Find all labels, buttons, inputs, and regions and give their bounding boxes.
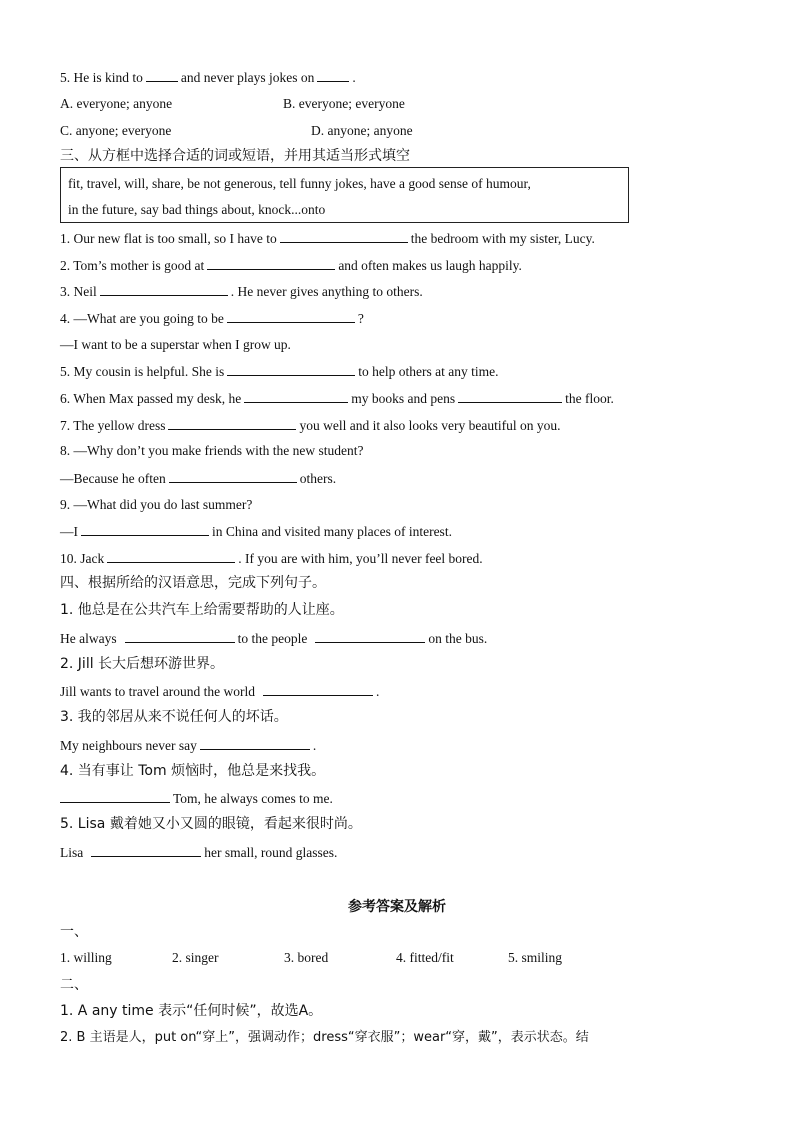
s3-item-10-text2: . If you are with him, you’ll never feel bored. — [238, 551, 483, 566]
answer-blank[interactable] — [168, 416, 296, 430]
s4-q2-chinese: 2. Jill 长大后想环游世界。 — [60, 656, 225, 672]
answer-item: 1. willing — [60, 950, 112, 965]
s3-item-5-text: 5. My cousin is helpful. She is — [60, 364, 225, 379]
s4-q2 — [60, 682, 379, 701]
s4-q1-chinese: 1. 他总是在公共汽车上给需要帮助的人让座。 — [60, 602, 344, 618]
answers-section2-label: 二、 — [60, 977, 88, 993]
word-box-line2: in the future, say bad things about, knock...onto — [68, 202, 326, 217]
s4-q1 — [60, 629, 487, 648]
section4-heading: 四、根据所给的汉语意思，完成下列句子。 — [60, 575, 326, 591]
s3-item-9: 9. —What did you do last summer? — [60, 497, 253, 512]
s3-item-4 — [60, 309, 364, 328]
s3-item-6-text3: the floor. — [565, 391, 614, 406]
s4-q5-text2: her small, round glasses. — [204, 845, 338, 860]
s3-item-7 — [60, 416, 560, 435]
q5-option-b: B. everyone; everyone — [283, 96, 405, 111]
s3-item-2-text: 2. Tom’s mother is good at — [60, 258, 205, 273]
answer-blank[interactable] — [200, 736, 310, 750]
s3-item-7-text2: you well and it also looks very beautiful on you. — [299, 418, 561, 433]
s3-item-4-text: 4. —What are you going to be — [60, 311, 224, 326]
q5-stem — [60, 68, 356, 87]
s4-q5-text: Lisa — [60, 845, 84, 860]
word-box — [60, 167, 629, 223]
answer-blank[interactable] — [244, 389, 348, 403]
s3-item-6 — [60, 389, 614, 408]
s3-item-10-text: 10. Jack — [60, 551, 105, 566]
answer-blank[interactable] — [227, 362, 355, 376]
s3-item-9-reply — [60, 522, 452, 541]
answer-blank[interactable] — [146, 68, 178, 82]
answers-title: 参考答案及解析 — [348, 899, 446, 915]
q5-stem-part1: 5. He is kind to — [60, 70, 143, 85]
s3-item-9-reply-text: —I — [60, 524, 78, 539]
word-box-line1: fit, travel, will, share, be not generous, tell funny jokes, have a good sense of humour, — [68, 176, 531, 191]
s3-item-8: 8. —Why don’t you make friends with the new student? — [60, 443, 364, 458]
s4-q1-text: He always — [60, 631, 117, 646]
s3-item-2-text2: and often makes us laugh happily. — [338, 258, 522, 273]
answer-blank[interactable] — [458, 389, 562, 403]
s3-item-6-text: 6. When Max passed my desk, he — [60, 391, 242, 406]
s3-item-7-text: 7. The yellow dress — [60, 418, 166, 433]
s3-item-1-text2: the bedroom with my sister, Lucy. — [410, 231, 595, 246]
s4-q3-text2: . — [312, 738, 317, 753]
s4-q2-text2: . — [375, 684, 380, 699]
s4-q1-text2: to the people — [237, 631, 308, 646]
answer-blank[interactable] — [125, 629, 235, 643]
answer-item: 2. singer — [172, 950, 219, 965]
answer-blank[interactable] — [169, 469, 297, 483]
q5-option-d: D. anyone; anyone — [311, 123, 413, 138]
s4-q2-text: Jill wants to travel around the world — [60, 684, 255, 699]
answers-section1-label: 一、 — [60, 924, 88, 940]
section3-heading: 三、从方框中选择合适的词或短语，并用其适当形式填空 — [60, 148, 410, 164]
s3-item-6-text2: my books and pens — [351, 391, 456, 406]
q5-stem-part3: . — [352, 70, 356, 85]
s4-q4-text: Tom, he always comes to me. — [173, 791, 333, 806]
answer-explanation-2: 2. B 主语是人，put on“穿上”，强调动作；dress“穿衣服”；wear“穿，戴”，表示状态。结 — [60, 1030, 589, 1045]
answer-blank[interactable] — [263, 682, 373, 696]
answer-blank[interactable] — [227, 309, 355, 323]
answer-blank[interactable] — [100, 282, 228, 296]
s3-item-9-reply-text2: in China and visited many places of interest. — [212, 524, 452, 539]
s4-q5 — [60, 843, 337, 862]
s3-item-3-text: 3. Neil — [60, 284, 97, 299]
s4-q3-text: My neighbours never say — [60, 738, 197, 753]
s4-q4 — [60, 789, 333, 808]
s4-q1-text3: on the bus. — [428, 631, 488, 646]
s4-q3-chinese: 3. 我的邻居从来不说任何人的坏话。 — [60, 709, 288, 725]
answer-blank[interactable] — [317, 68, 349, 82]
s3-item-10 — [60, 549, 483, 568]
q5-stem-part2: and never plays jokes on — [180, 70, 315, 85]
s4-q3 — [60, 736, 316, 755]
q5-option-a: A. everyone; anyone — [60, 96, 173, 111]
answer-item: 3. bored — [284, 950, 329, 965]
s3-item-8-reply-text: —Because he often — [60, 471, 166, 486]
s3-item-8-reply-text2: others. — [299, 471, 337, 486]
s3-item-5-text2: to help others at any time. — [358, 364, 499, 379]
s3-item-8-reply — [60, 469, 336, 488]
answer-blank[interactable] — [107, 549, 235, 563]
answer-blank[interactable] — [81, 522, 209, 536]
answer-blank[interactable] — [280, 229, 408, 243]
answer-blank[interactable] — [60, 789, 170, 803]
s3-item-3 — [60, 282, 423, 301]
s3-item-1-text: 1. Our new flat is too small, so I have to — [60, 231, 277, 246]
s4-q5-chinese: 5. Lisa 戴着她又小又圆的眼镜，看起来很时尚。 — [60, 816, 362, 832]
s3-item-4-text2: ? — [357, 311, 364, 326]
s3-item-3-text2: . He never gives anything to others. — [230, 284, 423, 299]
answer-blank[interactable] — [315, 629, 425, 643]
q5-option-c: C. anyone; everyone — [60, 123, 172, 138]
answer-explanation-1: 1. A any time 表示“任何时候”，故选A。 — [60, 1003, 323, 1019]
answer-blank[interactable] — [207, 256, 335, 270]
answer-item: 5. smiling — [508, 950, 563, 965]
answer-blank[interactable] — [91, 843, 201, 857]
s3-item-1 — [60, 229, 595, 248]
s3-item-5 — [60, 362, 498, 381]
s3-item-2 — [60, 256, 522, 275]
s4-q4-chinese: 4. 当有事让 Tom 烦恼时，他总是来找我。 — [60, 763, 326, 779]
s3-item-4-reply: —I want to be a superstar when I grow up. — [60, 337, 291, 352]
answer-item: 4. fitted/fit — [396, 950, 454, 965]
